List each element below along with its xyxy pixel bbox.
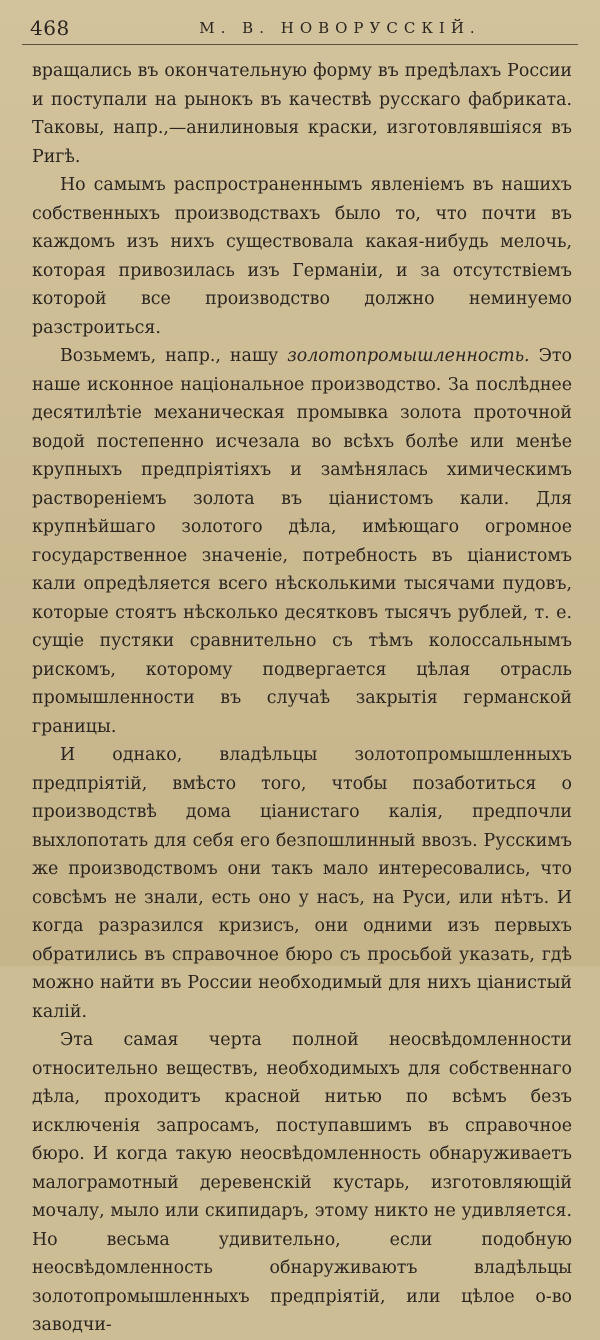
paragraph-2: Но самымъ распространеннымъ явленіемъ въ нашихъ собственныхъ производствахъ было то, что почти въ каждомъ изъ нихъ существовала какая-нибудь мелочь, которая привозилась изъ Германіи, и за отсутствіемъ которой все производство должно неминуемо разстроиться. <box>32 175 572 338</box>
page-header <box>22 14 578 45</box>
paragraph-4: И однако, владѣльцы золотопромышленныхъ предпріятій, вмѣсто того, чтобы позаботиться о производствѣ дома ціанистаго калія, предпочли выхлопотать для себя его безпошлинный ввозъ. Русскимъ же производствомъ они такъ мало интересовались, что совсѣмъ не знали, есть оно у насъ, на Руси, или нѣтъ. И когда разразился кризисъ, они одними изъ первыхъ обратились въ справочное бюро съ просьбой указать, гдѣ можно найти въ России необходимый для нихъ ціанистый калій. <box>32 745 572 1022</box>
paragraph-5: Эта самая черта полной неосвѣдомленности относительно веществъ, необходимыхъ для собственнаго дѣла, проходитъ красной нитью по всѣмъ безъ исключенія запросамъ, поступавшимъ въ справочное бюро. И когда такую неосвѣдомленность обнаруживаетъ малограмотный деревенскій кустарь, изготовляющій мочалу, мыло или скипидаръ, этому никто не удивляется. Но весьма удивительно, если подобную неосвѣдомленность обнаруживаютъ владѣльцы золотопромышленныхъ предпріятій, или цѣлое о-во заводчи- <box>32 1030 572 1335</box>
paragraph-3-emphasis: золотопромышленность. <box>287 346 530 366</box>
running-title: М. В. НОВОРУССКІЙ. <box>199 19 481 37</box>
paragraph-3-rest: Это наше исконное національное производство. За послѣднее десятилѣтіе механическая промывка золота проточной водой постепенно исчезала во всѣхъ болѣе или менѣе крупныхъ предпріятіяхъ и замѣнялась химическимъ растворенiемъ золота въ ціанистомъ кали. Для крупнѣйшаго золотого дѣла, имѣющаго огромное государственное значеніе, потребность въ ціанистомъ кали опредѣляется всего нѣсколькими тысячами пудовъ, которые стоятъ нѣсколько десятковъ тысячъ рублей, т. е. сущіе пустяки сравнительно съ тѣмъ колоссальнымъ рискомъ, которому подвергается цѣлая отрасль промышленности въ случаѣ закрытія германской границы. <box>32 346 572 737</box>
paragraph-3-start: Возьмемъ, напр., нашу <box>60 346 288 366</box>
paragraph-3 <box>32 342 572 741</box>
paragraph-1: вращались въ окончательную форму въ предѣлахъ России и поступали на рынокъ въ качествѣ русскаго фабриката. Таковы, напр.,—анилиновыя краски, изготовлявшіяся въ Ригѣ. <box>32 61 572 167</box>
body-text <box>22 57 578 1340</box>
page-number: 468 <box>30 16 70 40</box>
